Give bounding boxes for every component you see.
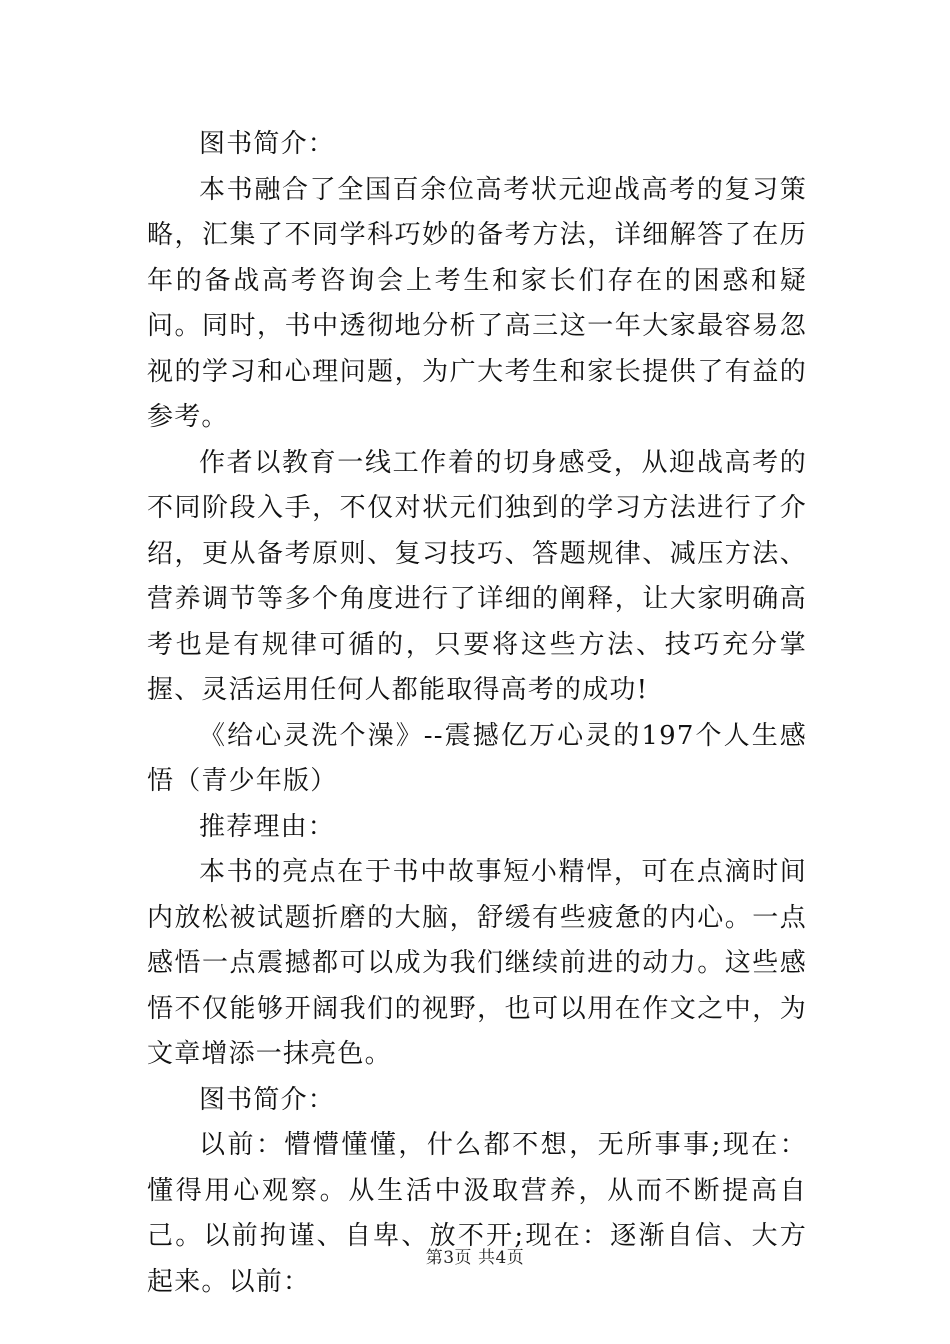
paragraph-book-intro-2: 以前：懵懵懂懂，什么都不想，无所事事;现在：懂得用心观察。从生活中汲取营养，从而不断提高自己。以前拘谨、自卑、放不开;现在：逐渐自信、大方起来。以前：	[147, 1130, 807, 1297]
paragraph-book-intro-1: 本书融合了全国百余位高考状元迎战高考的复习策略，汇集了不同学科巧妙的备考方法，详细解答了在历年的备战高考咨询会上考生和家长们存在的困惑和疑问。同时，书中透彻地分析了高三这一年大家最容易忽视的学习和心理问题，为广大考生和家长提供了有益的参考。	[147, 174, 807, 432]
paragraph-author-description: 作者以教育一线工作着的切身感受，从迎战高考的不同阶段入手，不仅对状元们独到的学习方法进行了介绍，更从备考原则、复习技巧、答题规律、减压方法、营养调节等多个角度进行了详细的阐释，让大家明确高考也是有规律可循的，只要将这些方法、技巧充分掌握、灵活运用任何人都能取得高考的成功!	[147, 447, 807, 705]
document-body	[147, 122, 807, 1305]
paragraph-recommend-reason: 本书的亮点在于书中故事短小精悍，可在点滴时间内放松被试题折磨的大脑，舒缓有些疲惫的内心。一点感悟一点震撼都可以成为我们继续前进的动力。这些感悟不仅能够开阔我们的视野，也可以用在作文之中，为文章增添一抹亮色。	[147, 857, 807, 1069]
paragraph-book-title: 《给心灵洗个澡》--震撼亿万心灵的197个人生感悟（青少年版）	[147, 720, 807, 796]
paragraph-book-intro-heading-1: 图书简介：	[199, 129, 336, 159]
paragraph-book-intro-heading-2: 图书简介：	[199, 1084, 336, 1115]
page-number-footer: 第3页 共4页	[425, 1248, 525, 1268]
paragraph-recommend-heading: 推荐理由：	[199, 811, 336, 842]
